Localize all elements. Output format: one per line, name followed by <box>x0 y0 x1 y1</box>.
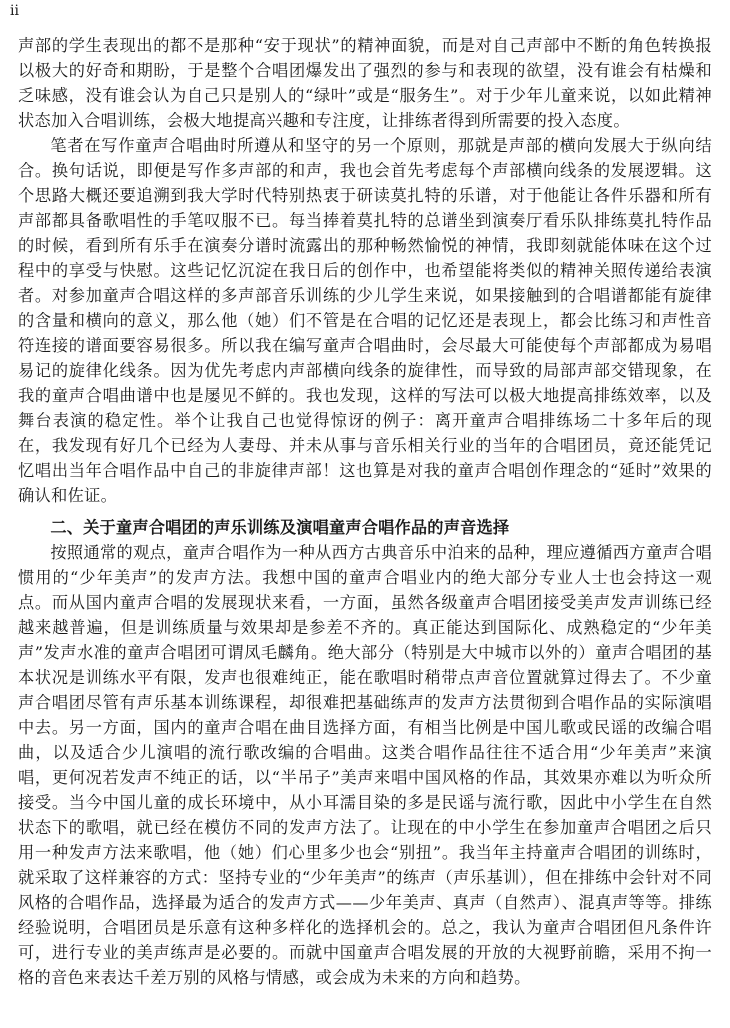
paragraph-continued: 声部的学生表现出的都不是那种“安于现状”的精神面貌，而是对自己声部中不断的角色转换报以极大的好奇和期盼，于是整个合唱团爆发出了强烈的参与和表现的欲望，没有谁会有枯燥和乏味感，没有谁会认为自己只是别人的“绿叶”或是“服务生”。对于少年儿童来说，以如此精神状态加入合唱训练，会极大地提高兴趣和专注度，让排练者得到所需要的投入态度。 <box>18 36 712 130</box>
paragraph-horizontal-voice-principle: 笔者在写作童声合唱曲时所遵从和坚守的另一个原则，那就是声部的横向发展大于纵向结合。换句话说，即便是写作多声部的和声，我也会首先考虑每个声部横向线条的发展逻辑。这个思路大概还要追溯到我大学时代特别热衷于研读莫扎特的乐谱，对于他能让各件乐器和所有声部都具备歌唱性的手笔叹服不已。每当捧着莫扎特的总谱坐到演奏厅看乐队排练莫扎特作品的时候，看到所有乐手在演奏分谱时流露出的那种畅然愉悦的神情，我即刻就能体味在这个过程中的享受与快慰。这些记忆沉淀在我日后的创作中，也希望能将类似的精神关照传递给表演者。对参加童声合唱这样的多声部音乐训练的少儿学生来说，如果接触到的合唱谱都能有旋律的含量和横向的意义，那么他（她）们不管是在合唱的记忆还是表现上，都会比练习和声性音符连接的谱面要容易很多。所以我在编写童声合唱曲时，会尽最大可能使每个声部都成为易唱易记的旋律化线条。因为优先考虑内声部横向线条的旋律性，而导致的局部声部交错现象，在我的童声合唱曲谱中也是屡见不鲜的。我也发现，这样的写法可以极大地提高排练效率，以及舞台表演的稳定性。举个让我自己也觉得惊讶的例子：离开童声合唱排练场二十多年后的现在，我发现有好几个已经为人妻母、并未从事与音乐相关行业的当年的合唱团员，竟还能凭记忆唱出当年合唱作品中自己的非旋律声部！这也算是对我的童声合唱创作理念的“延时”效果的确认和佐证。 <box>18 136 712 505</box>
section-heading: 二、关于童声合唱团的声乐训练及演唱童声合唱作品的声音选择 <box>50 518 510 537</box>
paragraph-vocal-training: 按照通常的观点，童声合唱作为一种从西方古典音乐中泊来的品种，理应遵循西方童声合唱惯用的“少年美声”的发声方法。我想中国的童声合唱业内的绝大部分专业人士也会持这一观点。而从国内童声合唱的发展现状来看，一方面，虽然各级童声合唱团接受美声发声训练已经越来越普遍，但是训练质量与效果却是参差不齐的。真正能达到国际化、成熟稳定的“少年美声”发声水准的童声合唱团可谓凤毛麟角。绝大部分（特别是大中城市以外的）童声合唱团的基本状况是训练水平有限，发声也很难纯正，能在歌唱时稍带点声音位置就算过得去了。不少童声合唱团尽管有声乐基本训练课程，却很难把基础练声的发声方法贯彻到合唱作品的实际演唱中去。另一方面，国内的童声合唱在曲目选择方面，有相当比例是中国儿歌或民谣的改编合唱曲，以及适合少儿演唱的流行歌改编的合唱曲。这类合唱作品往往不适合用“少年美声”来演唱，更何况若发声不纯正的话，以“半吊子”美声来唱中国风格的作品，其效果亦难以为听众所接受。当今中国儿童的成长环境中，从小耳濡目染的多是民谣与流行歌，因此中小学生在自然状态下的歌唱，就已经在模仿不同的发声方法了。让现在的中小学生在参加童声合唱团之后只用一种发声方法来歌唱，他（她）们心里多少也会“别扭”。我当年主持童声合唱团的训练时，就采取了这样兼容的方式：坚持专业的“少年美声”的练声（声乐基训），但在排练中会针对不同风格的合唱作品，选择最为适合的发声方式——少年美声、真声（自然声）、混真声等等。排练经验说明，合唱团员是乐意有这种多样化的选择机会的。总之，我认为童声合唱团但凡条件许可，进行专业的美声练声是必要的。而就中国童声合唱发展的开放的大视野前瞻，采用不拘一格的音色来表达千差万别的风格与情感，或会成为未来的方向和趋势。 <box>18 543 712 987</box>
page-folio: ii <box>10 3 19 19</box>
body-text <box>18 33 712 990</box>
